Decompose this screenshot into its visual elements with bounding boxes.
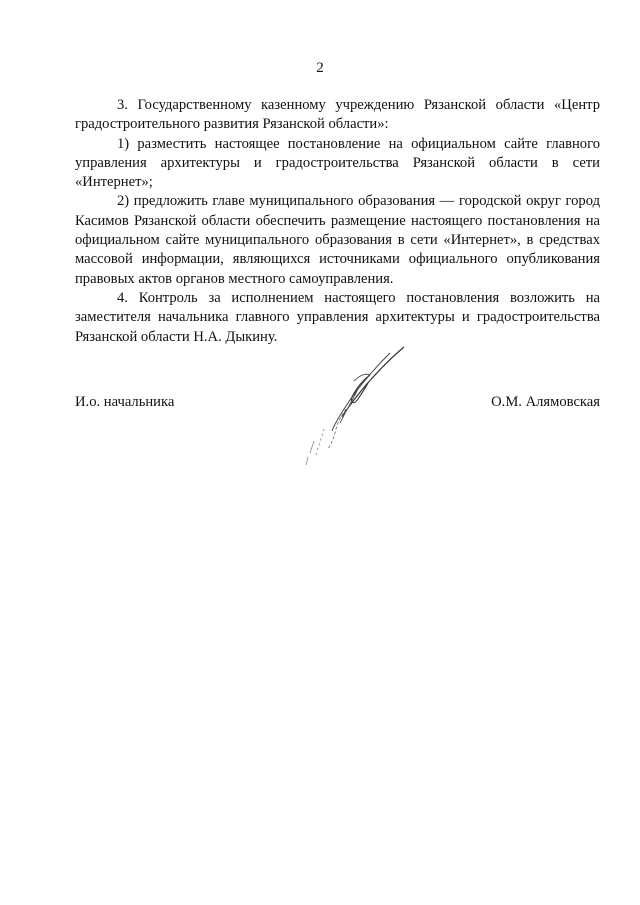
signer-title: И.о. начальника bbox=[75, 394, 175, 410]
paragraph-subitem-1: 1) разместить настоящее постановление на официальном сайте главного управления архитектуры и градостроительства Рязанской области в сети «Интернет»; bbox=[75, 135, 600, 191]
handwritten-signature bbox=[296, 345, 436, 475]
document-body bbox=[75, 96, 600, 347]
paragraph-item-3: 3. Государственному казенному учреждению Рязанской области «Центр градостроительного развития Рязанской области»: bbox=[75, 97, 600, 133]
paragraph-subitem-2: 2) предложить главе муниципального образования — городской округ город Касимов Рязанской области обеспечить размещение настоящего постановления на официальном сайте муниципального образования в сети «Интернет», в средствах массовой информации, являющихся источниками официального опубликования правовых актов органов местного самоуправления. bbox=[75, 193, 600, 287]
paragraph-item-4: 4. Контроль за исполнением настоящего постановления возложить на заместителя начальника главного управления архитектуры и градостроительства Рязанской области Н.А. Дыкину. bbox=[75, 289, 600, 345]
signer-name: О.М. Алямовская bbox=[491, 394, 600, 410]
page-number: 2 bbox=[316, 60, 324, 76]
